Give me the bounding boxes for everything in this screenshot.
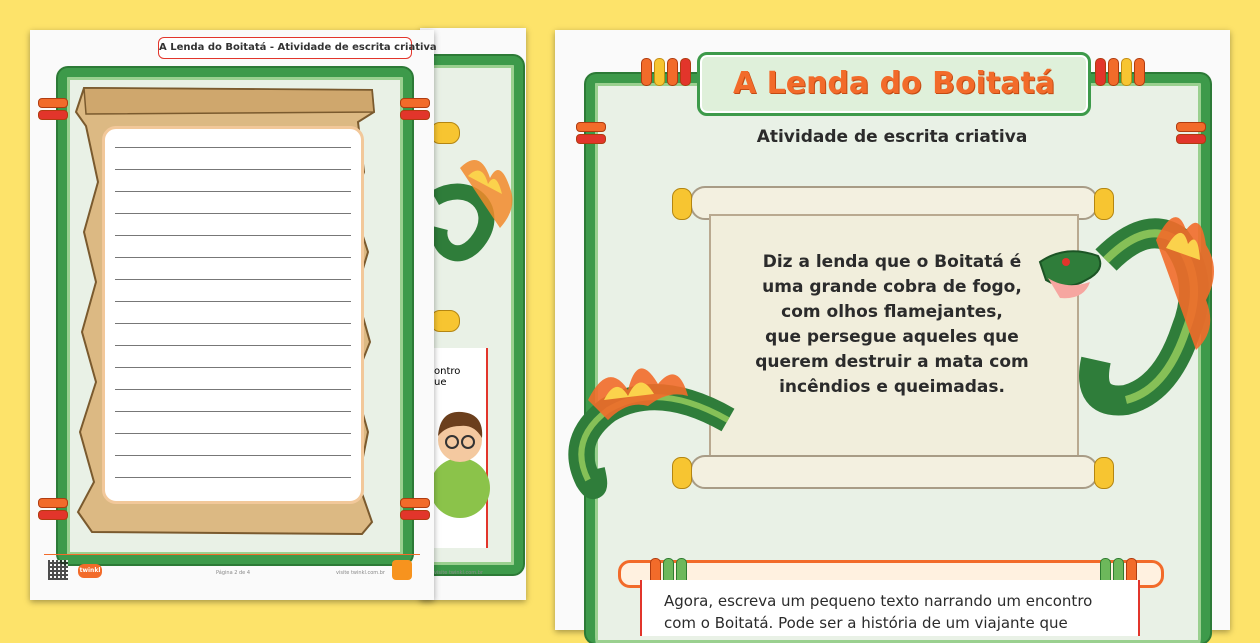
scroll-line-3: com olhos flamejantes, [781,302,1003,322]
scroll-line-5: querem destruir a mata com [755,352,1029,372]
boitata-snake-head-illustration [1036,200,1222,420]
scroll-line-6: incêndios e queimadas. [779,377,1005,397]
middle-page [420,28,526,600]
middle-partial-text-2: ue [434,377,447,388]
left-footer-url: visite twinkl.com.br [336,570,385,576]
right-beads-top-right [1095,58,1145,86]
middle-partial-text-1: ontro [434,366,461,377]
scroll-line-2: uma grande cobra de fogo, [762,277,1022,297]
left-footer-divider [44,554,420,555]
middle-bead-pair-top [430,122,460,144]
left-beads-top-right [400,98,430,120]
scroll-line-1: Diz a lenda que o Boitatá é [762,252,1022,272]
page-subtitle: Atividade de escrita criativa [756,127,1028,147]
middle-footer-text: visite twinkl.com.br [434,570,483,576]
left-footer-page-number: Página 2 de 4 [216,570,251,576]
left-page [30,30,437,600]
scroll-line-4: que persegue aqueles que [765,327,1019,347]
boy-illustration [430,398,490,518]
left-beads-bottom-right [400,498,430,520]
writing-lines-panel[interactable] [102,126,364,504]
snake-coil-illustration [430,148,520,278]
scroll-bottom-cap-right [1094,457,1114,489]
right-beads-side-left [576,122,606,144]
instruction-text-box [640,580,1140,636]
left-beads-bottom-left [38,498,68,520]
right-beads-top-left [641,58,691,86]
boitata-snake-tail-illustration [568,340,738,500]
scroll-top-cap-left [672,188,692,220]
instruction-line-1: Agora, escreva um pequeno texto narrando um encontro [664,592,1093,610]
left-beads-top-left [38,98,68,120]
scroll-legend-text [729,250,1055,400]
twinkl-logo: twinkl [78,564,102,578]
instruction-line-2: com o Boitatá. Pode ser a história de um viajante que [664,614,1068,632]
right-beads-side-right [1176,122,1206,144]
scroll-bottom-rod [690,455,1098,489]
left-page-header-title: A Lenda do Boitatá - Atividade de escrita criativa [158,37,412,59]
qr-code [48,560,68,580]
page-title: A Lenda do Boitatá [697,52,1091,116]
twinkl-badge [392,560,412,580]
middle-bead-pair-mid [430,310,460,332]
